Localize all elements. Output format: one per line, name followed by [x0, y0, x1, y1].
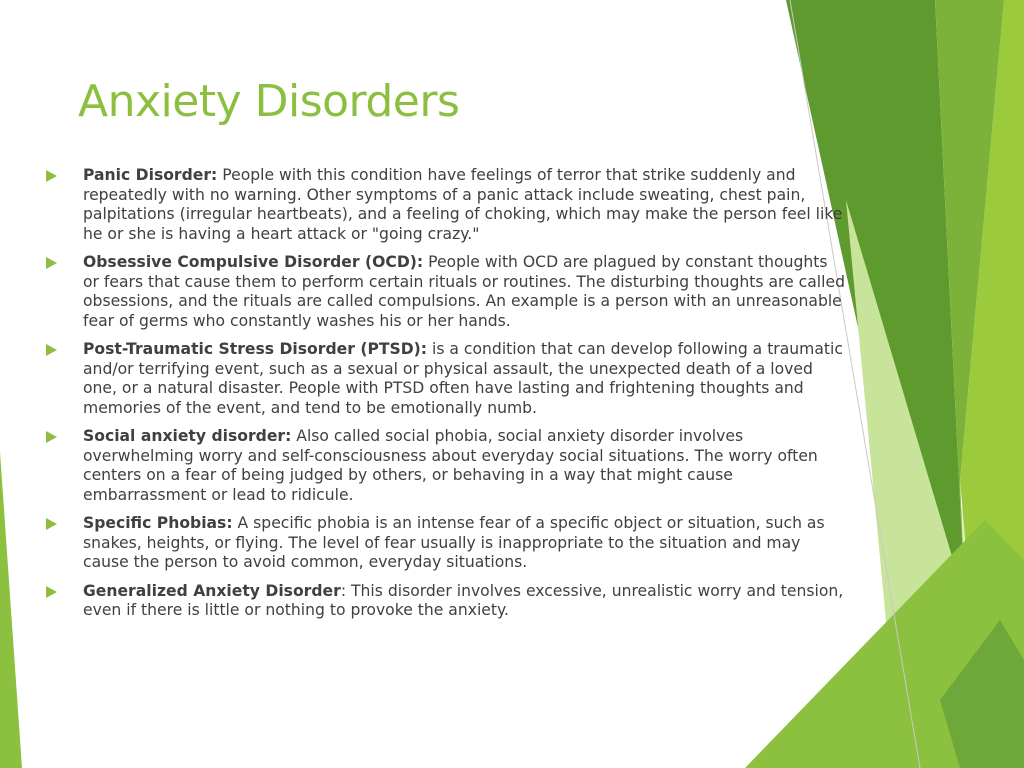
- bullet-specific-phobias: [46, 514, 846, 573]
- bullet-term: Obsessive Compulsive Disorder (OCD):: [83, 253, 424, 271]
- bullet-panic-disorder: [46, 166, 846, 244]
- bullet-social-anxiety: [46, 427, 846, 505]
- facet-left: [0, 452, 22, 768]
- bullet-term: Social anxiety disorder:: [83, 427, 292, 445]
- bullet-text: : This disorder involves excessive, unrealistic worry and tension, even if there is little or nothing to provoke the anxiety.: [83, 581, 844, 619]
- bullet-text: People with OCD are plagued by constant thoughts or fears that cause them to perform certain rituals or routines. The disturbing thoughts are called obsessions, and the rituals are called compulsions. An example is a person with an unreasonable fear of germs who constantly washes his or her hands.: [83, 253, 845, 330]
- bullet-arrow-icon: [46, 586, 57, 598]
- bullet-ptsd: [46, 340, 846, 418]
- bullet-text: A specific phobia is an intense fear of a specific object or situation, such as snakes, heights, or flying. The level of fear usually is inappropriate to the situation and may cause the person to avoid common, everyday situations.: [83, 514, 825, 571]
- bullet-ocd: [46, 253, 846, 331]
- bullet-text: Also called social phobia, social anxiety disorder involves overwhelming worry and self-consciousness about everyday social situations. The worry often centers on a fear of being judged by others, or behaving in a way that might cause embarrassment or lead to ridicule.: [83, 427, 818, 504]
- bullet-arrow-icon: [46, 518, 57, 530]
- bullet-arrow-icon: [46, 257, 57, 269]
- slide-title: Anxiety Disorders: [78, 76, 460, 127]
- bullet-term: Post-Traumatic Stress Disorder (PTSD):: [83, 340, 428, 358]
- bullet-term: Panic Disorder:: [83, 166, 218, 184]
- bullet-arrow-icon: [46, 431, 57, 443]
- bullet-arrow-icon: [46, 170, 57, 182]
- bullet-list: [46, 166, 846, 630]
- bullet-arrow-icon: [46, 344, 57, 356]
- bullet-generalized-anxiety: [46, 582, 846, 621]
- bullet-term: Specific Phobias:: [83, 514, 233, 532]
- bullet-text: People with this condition have feelings of terror that strike suddenly and repeatedly with no warning. Other symptoms of a panic attack include sweating, chest pain, palpitations (irregular heartbeats), and a feeling of choking, which may make the person feel like he or she is having a heart attack or "going crazy.": [83, 166, 843, 243]
- bullet-text: is a condition that can develop following a traumatic and/or terrifying event, such as a sexual or physical assault, the unexpected death of a loved one, or a natural disaster. People with PTSD often have lasting and frightening thoughts and memories of the event, and tend to be emotionally numb.: [83, 340, 843, 417]
- bullet-term: Generalized Anxiety Disorder: [83, 581, 341, 600]
